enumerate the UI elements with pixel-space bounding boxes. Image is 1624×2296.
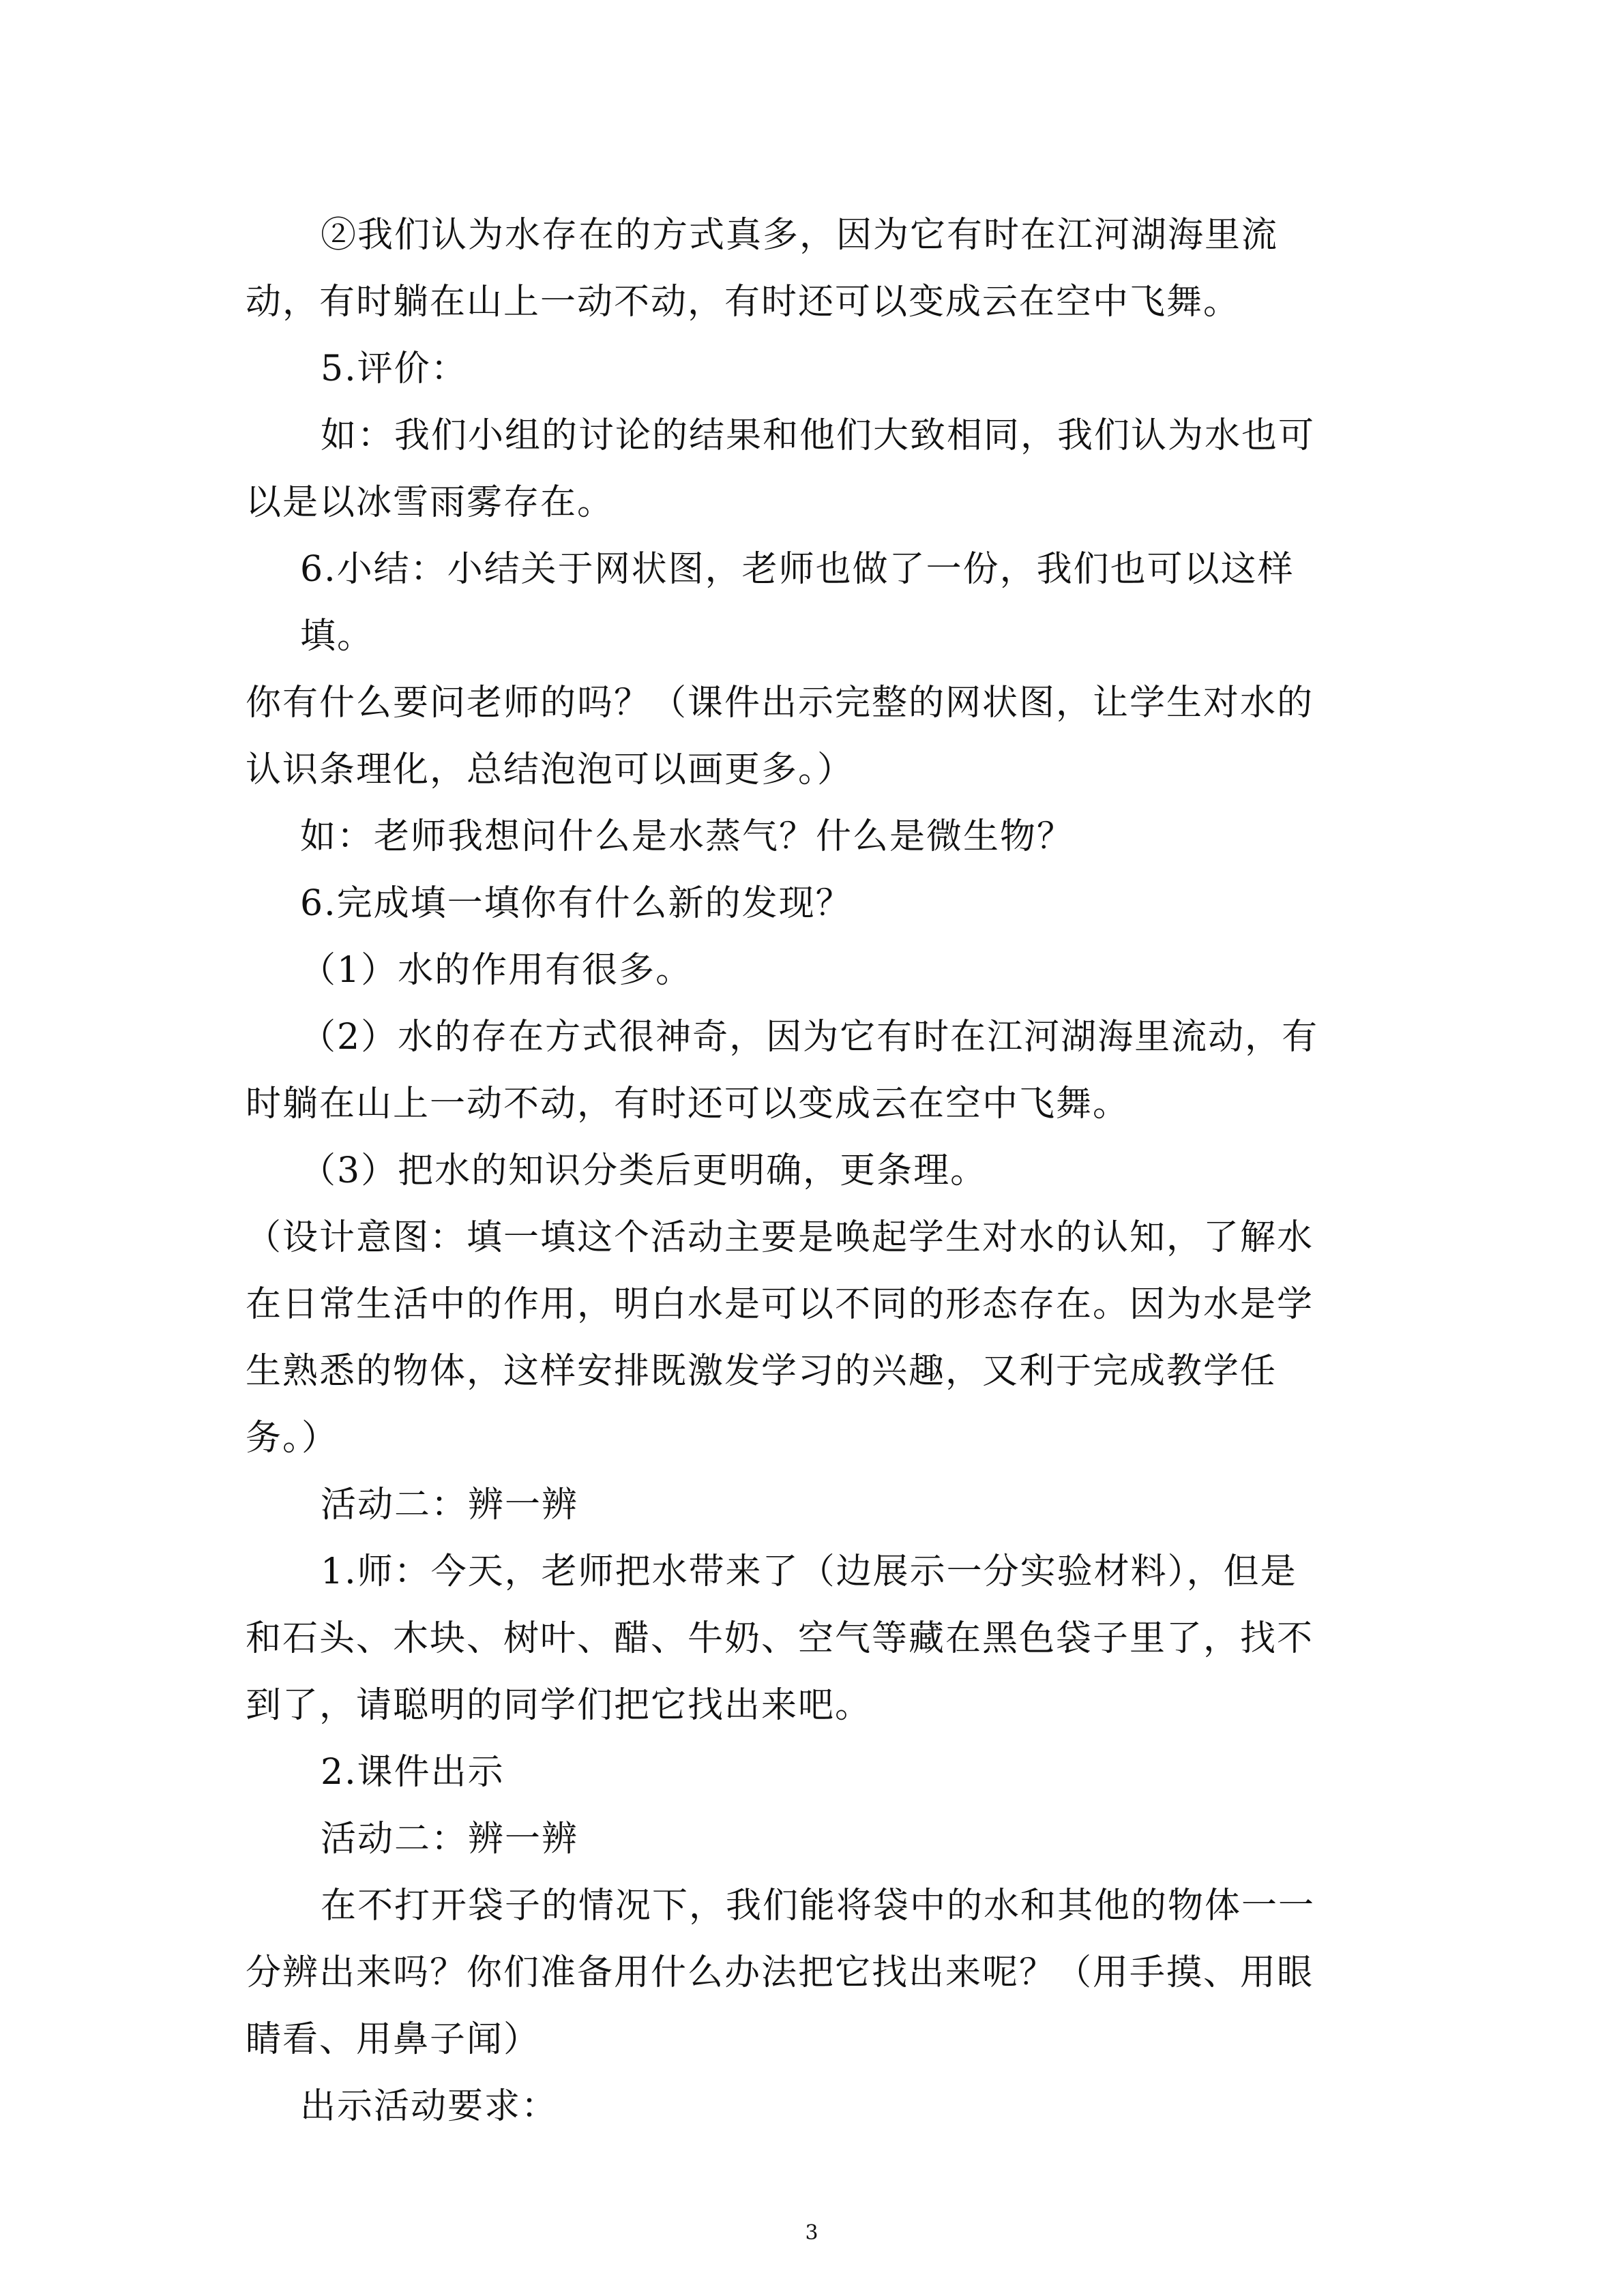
text-line: 在不打开袋子的情况下，我们能将袋中的水和其他的物体一一	[321, 1885, 1316, 1926]
text-line: （1）水的作用有很多。	[300, 950, 693, 991]
text-line: ②我们认为水存在的方式真多，因为它有时在江河湖海里流	[321, 215, 1279, 256]
page-number: 3	[805, 2221, 818, 2245]
text-line: 1.师：今天，老师把水带来了（边展示一分实验材料），但是	[321, 1551, 1297, 1592]
text-line: 5.评价：	[321, 348, 468, 389]
text-line: 动，有时躺在山上一动不动，有时还可以变成云在空中飞舞。	[246, 282, 1241, 323]
text-line: 2.课件出示	[321, 1752, 505, 1793]
text-line: （设计意图：填一填这个活动主要是唤起学生对水的认知，了解水	[246, 1217, 1314, 1258]
text-line: 睛看、用鼻子闻）	[246, 2019, 541, 2060]
text-line: 到了，请聪明的同学们把它找出来吧。	[246, 1685, 872, 1726]
text-line: 6.完成填一填你有什么新的发现？	[300, 883, 853, 924]
text-line: 你有什么要问老师的吗？（课件出示完整的网状图，让学生对水的	[246, 683, 1314, 724]
text-line: 生熟悉的物体，这样安排既激发学习的兴趣，又利于完成教学任	[246, 1351, 1278, 1392]
text-line: 活动二：辨一辨	[321, 1485, 579, 1525]
text-line: （2）水的存在方式很神奇，因为它有时在江河湖海里流动，有	[300, 1017, 1319, 1058]
text-line: 如：我们小组的讨论的结果和他们大致相同，我们认为水也可	[321, 415, 1316, 456]
text-line: 以是以冰雪雨雾存在。	[246, 482, 615, 523]
text-line: 时躺在山上一动不动，有时还可以变成云在空中飞舞。	[246, 1084, 1130, 1124]
text-line: （3）把水的知识分类后更明确，更条理。	[300, 1150, 988, 1191]
text-line: 认识条理化，总结泡泡可以画更多。）	[246, 749, 855, 790]
text-line: 分辨出来吗？你们准备用什么办法把它找出来呢？（用手摸、用眼	[246, 1952, 1314, 1993]
text-line: 填。	[300, 616, 374, 657]
text-line: 在日常生活中的作用，明白水是可以不同的形态存在。因为水是学	[246, 1284, 1314, 1325]
text-line: 6.小结：小结关于网状图，老师也做了一份，我们也可以这样	[300, 549, 1295, 590]
text-line: 如：老师我想问什么是水蒸气？什么是微生物？	[300, 816, 1074, 857]
text-line: 务。）	[246, 1418, 339, 1459]
text-line: 出示活动要求：	[300, 2086, 559, 2127]
text-line: 和石头、木块、树叶、醋、牛奶、空气等藏在黑色袋子里了，找不	[246, 1618, 1314, 1659]
text-line: 活动二：辨一辨	[321, 1819, 579, 1860]
